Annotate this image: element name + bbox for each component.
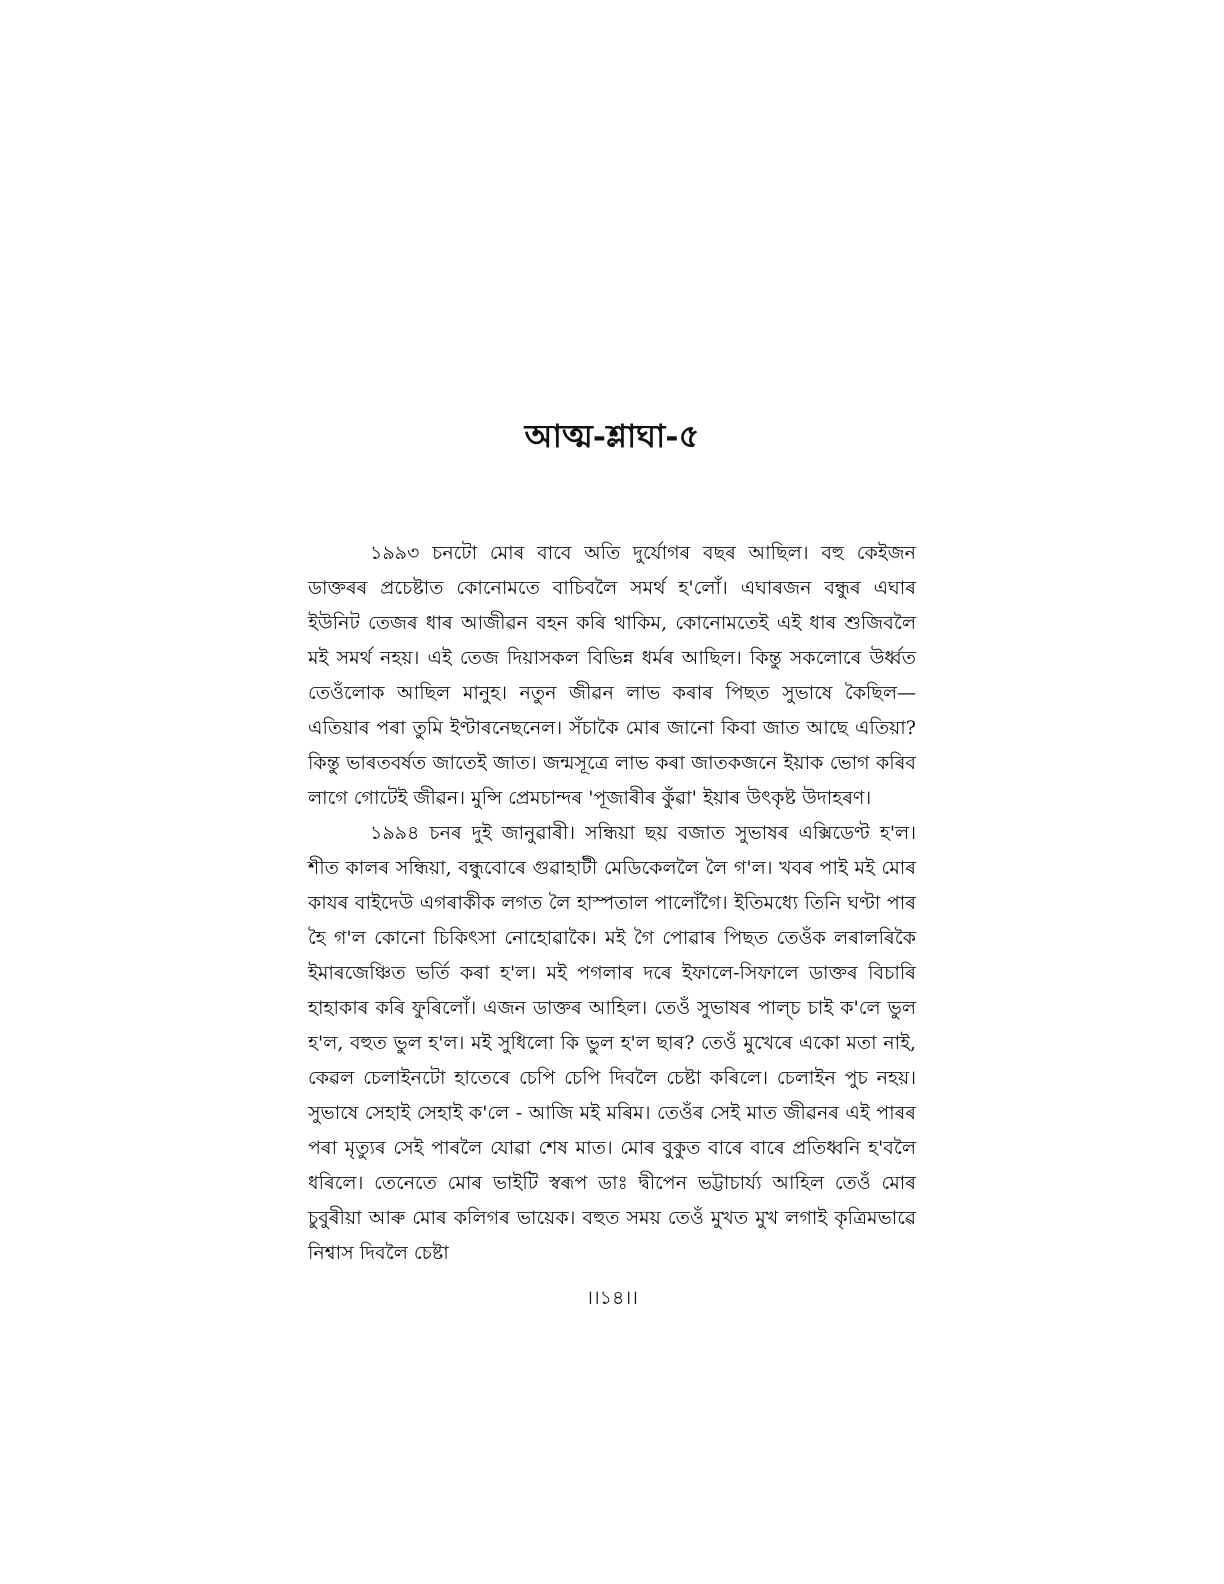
page-number: ।।১৪।। — [586, 1287, 638, 1309]
paragraph: ১৯৯৪ চনৰ দুই জানুৱাৰী। সন্ধিয়া ছয় বজাত সুভাষৰ এক্সিডেণ্ট হ'ল। শীত কালৰ সন্ধিয়া, বন্ধুবোৰে গুৱাহাটী মেডিকেললৈ লৈ গ'ল। খবৰ পাই মই মোৰ কাযৰ বাইদেউ এগৰাকীক লগত লৈ হাস্পতাল পালোঁগৈ। ইতিমধ্যে তিনি ঘণ্টা পাৰ হৈ গ'ল কোনো চিকিৎসা নোহোৱাকৈ। মই গৈ পোৱাৰ পিছত তেওঁক লৰালৰিকৈ ইমাৰজেঞ্চিত ভৰ্তি কৰা হ'ল। মই পগলাৰ দৰে ইফালে-সিফালে ডাক্তৰ বিচাৰি হাহাকাৰ কৰি ফুৰিলোঁ। এজন ডাক্তৰ আহিল। তেওঁ সুভাষৰ পাল্চ চাই ক'লে ভুল হ'ল, বহুত ভুল হ'ল। মই সুধিলো কি ভুল হ'ল ছাৰ? তেওঁ মুখেৰে একো মতা নাই, কেৱল চেলাইনটো হাতেৰে চেপি চেপি দিবলৈ চেষ্টা কৰিলে। চেলাইন পুচ নহয়। সুভাষে সেহাই সেহাই ক'লে - আজি মই মৰিম। তেওঁৰ সেই মাত জীৱনৰ এই পাৰৰ পৰা মৃত্যুৰ সেই পাৰলৈ যোৱা শেষ মাত। মোৰ বুকুত বাৰে বাৰে প্ৰতিধ্বনি হ'বলৈ ধৰিলে। তেনেতে মোৰ ভাইটি স্বৰূপ ডাঃ দ্বীপেন ভট্টাচাৰ্য্য আহিল তেওঁ মোৰ চুবুৰীয়া আৰু মোৰ কলিগৰ ভায়েক। বহুত সময় তেওঁ মুখত মুখ লগাই কৃত্ৰিমভাৱে নিশ্বাস দিবলৈ চেষ্টা — [308, 822, 916, 1264]
paragraph: ১৯৯৩ চনটো মোৰ বাবে অতি দুৰ্যোগৰ বছৰ আছিল। বহু কেইজন ডাক্তৰৰ প্ৰচেষ্টাত কোনোমতে বাচিবলৈ সমৰ্থ হ'লোঁ। এঘাৰজন বন্ধুৰ এঘাৰ ইউনিট তেজৰ ধাৰ আজীৱন বহন কৰি থাকিম, কোনোমতেই এই ধাৰ শুজিবলৈ মই সমৰ্থ নহয়। এই তেজ দিয়াসকল বিভিন্ন ধৰ্মৰ আছিল। কিন্তু সকলোৰে উৰ্ধ্বত তেওঁলোক আছিল মানুহ। নতুন জীৱন লাভ কৰাৰ পিছত সুভাষে কৈছিল— এতিয়াৰ পৰা তুমি ইণ্টাৰনেছনেল। সঁচাকৈ মোৰ জানো কিবা জাত আছে এতিয়া? কিন্তু ভাৰতবৰ্ষত জাতেই জাত। জন্মসূত্ৰে লাভ কৰা জাতকজনে ইয়াক ভোগ কৰিব লাগে গোটেই জীৱন। মুন্সি প্ৰেমচান্দৰ 'পূজাৰীৰ কুঁৱা' ইয়াৰ উৎকৃষ্ট উদাহৰণ। — [308, 542, 916, 809]
body-text — [308, 536, 916, 1271]
page-title: আত্ম-শ্লাঘা-৫ — [524, 417, 700, 455]
